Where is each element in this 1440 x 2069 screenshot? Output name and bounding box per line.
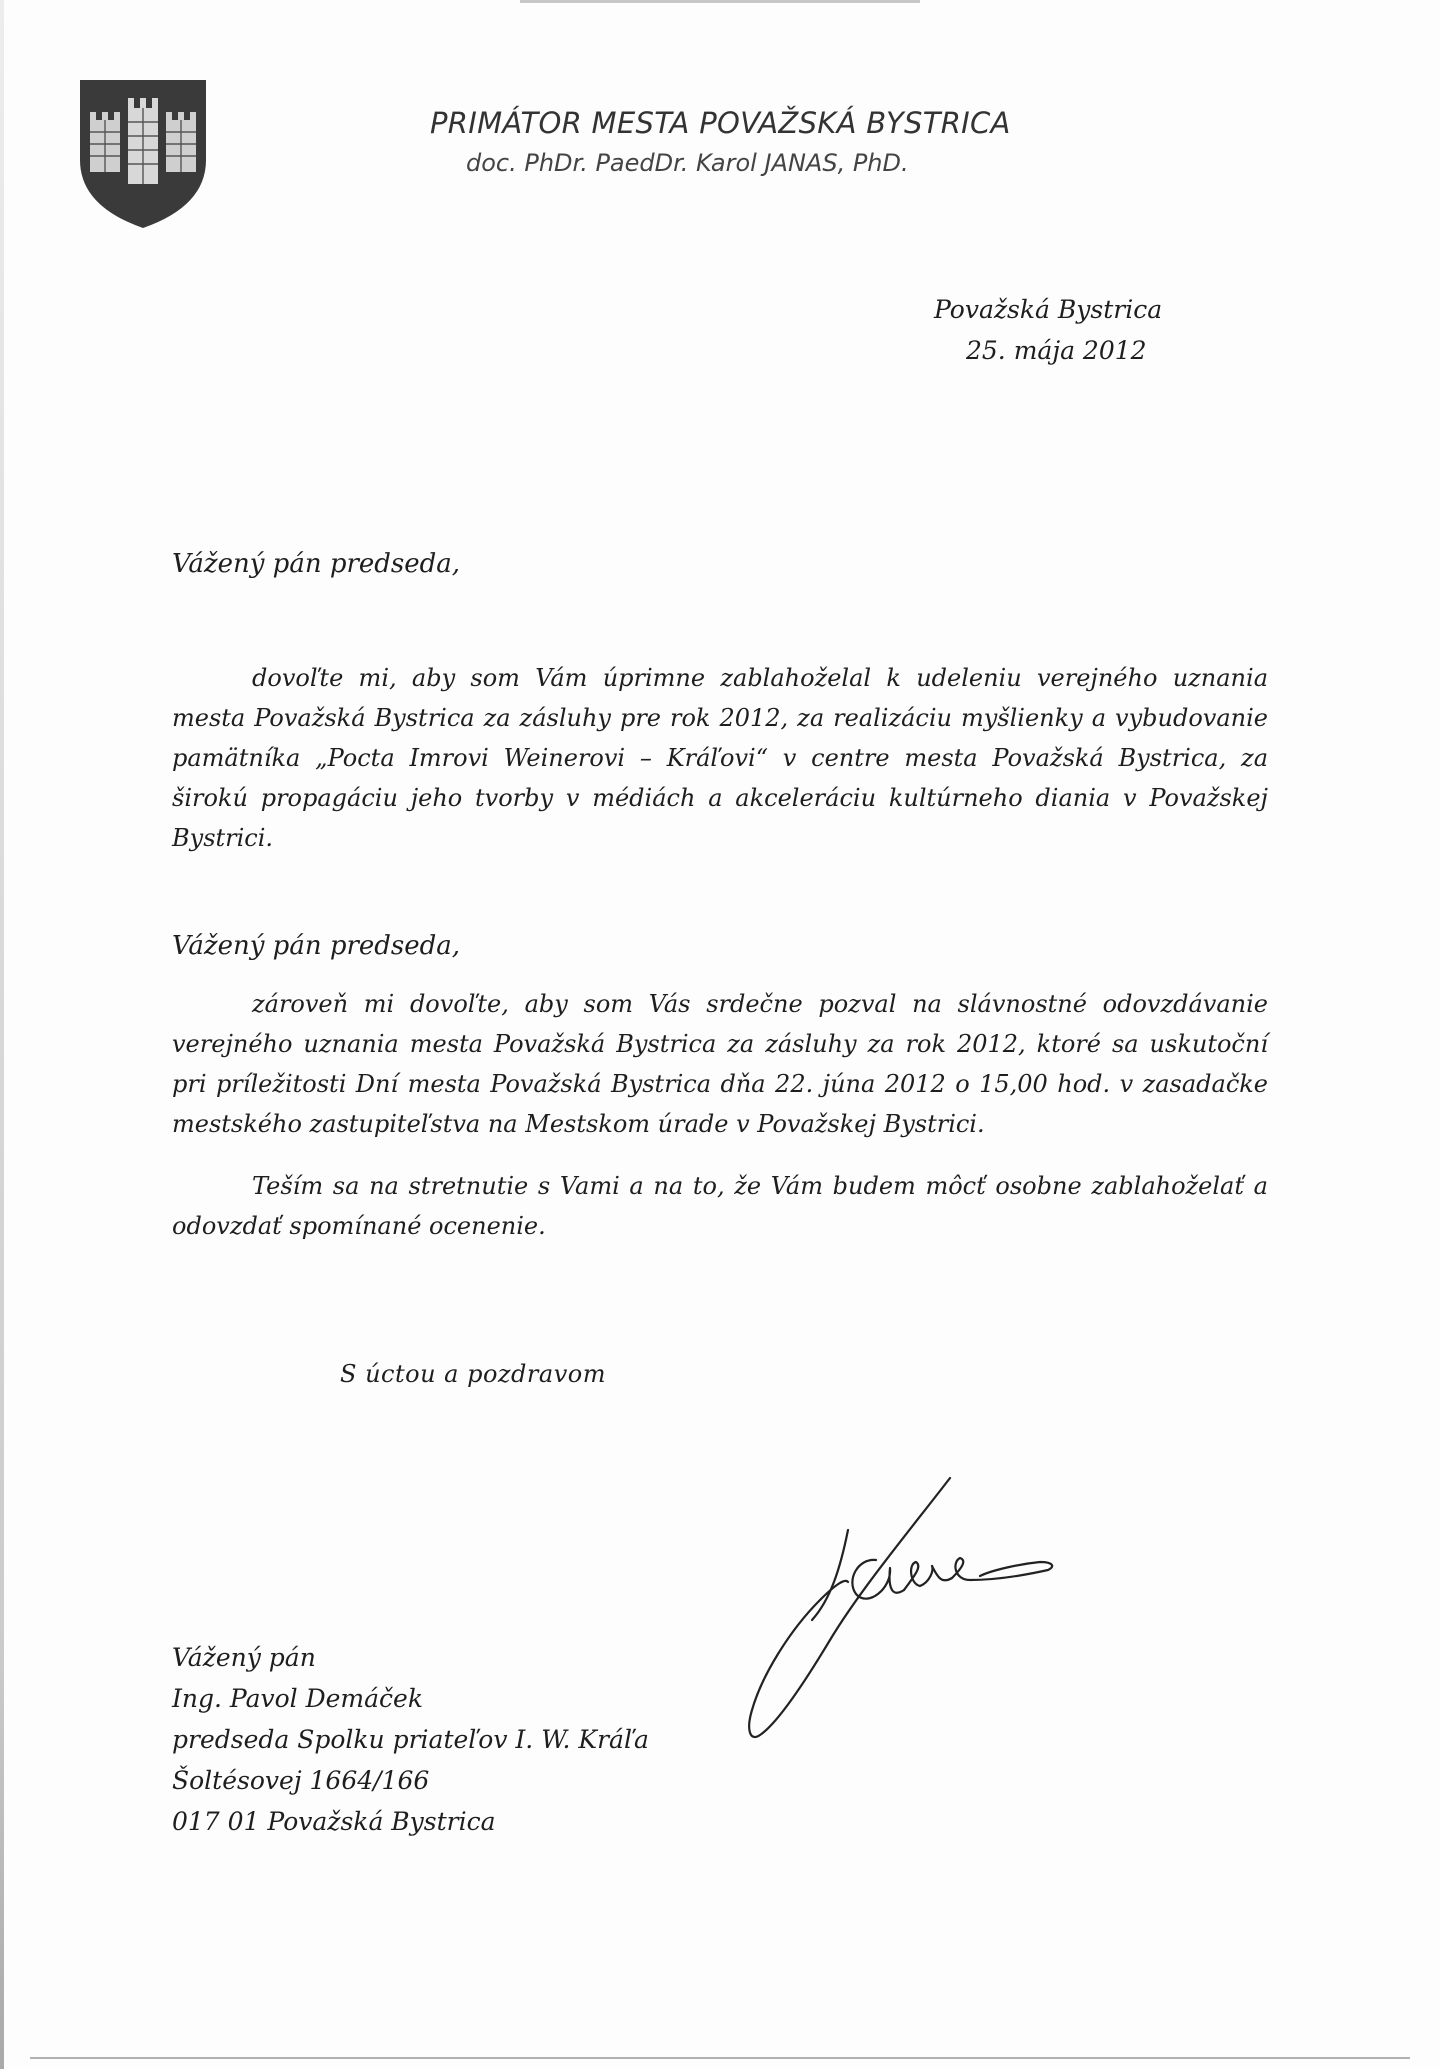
salutation-2: Vážený pán predseda,	[172, 931, 461, 961]
body-paragraph-3: Teším sa na stretnutie s Vami a na to, že Vám budem môcť osobne zablahoželať a odovzdať spomínané ocenenie.	[172, 1172, 1268, 1240]
salutation: Vážený pán predseda,	[172, 549, 461, 579]
handwritten-signature	[680, 1470, 1120, 1770]
dateline-place: Považská Bystrica	[934, 295, 1163, 324]
recipient-line-3: predseda Spolku priateľov I. W. Kráľa	[172, 1725, 649, 1754]
body-paragraph-1: dovoľte mi, aby som Vám úprimne zablahoželal k udeleniu verejného uznania mesta Považská Bystrica za zásluhy pre rok 2012, za realizáciu myšlienky a vybudovanie pamätníka „Pocta Imrovi Weinerovi – Kráľovi“ v centre mesta Považská Bystrica, za širokú propagáciu jeho tvorby v médiách a akceleráciu kultúrneho diania v Považskej Bystrici.	[172, 664, 1268, 852]
recipient-line-2: Ing. Pavol Demáček	[172, 1684, 423, 1713]
scan-artifact-bottom	[30, 2057, 1410, 2059]
recipient-line-5: 017 01 Považská Bystrica	[172, 1807, 496, 1836]
scan-artifact-top	[520, 0, 920, 3]
recipient-line-4: Šoltésovej 1664/166	[172, 1766, 430, 1795]
closing-line: S úctou a pozdravom	[340, 1360, 606, 1388]
body-paragraph-2: zároveň mi dovoľte, aby som Vás srdečne pozval na slávnostné odovzdávanie verejného uznania mesta Považská Bystrica za zásluhy za rok 2012, ktoré sa uskutoční pri príležitosti Dní mesta Považská Bystrica dňa 22. júna 2012 o 15,00 hod. v zasadačke mestského zastupiteľstva na Mestskom úrade v Považskej Bystrici.	[172, 990, 1268, 1138]
dateline-date: 25. mája 2012	[966, 336, 1147, 365]
recipient-address	[172, 1637, 649, 1842]
letterhead-title: PRIMÁTOR MESTA POVAŽSKÁ BYSTRICA	[430, 106, 1011, 140]
letterhead-name: doc. PhDr. PaedDr. Karol JANAS, PhD.	[466, 149, 909, 177]
city-crest-logo	[78, 78, 208, 230]
scan-edge	[0, 0, 4, 2069]
recipient-line-1: Vážený pán	[172, 1643, 316, 1672]
